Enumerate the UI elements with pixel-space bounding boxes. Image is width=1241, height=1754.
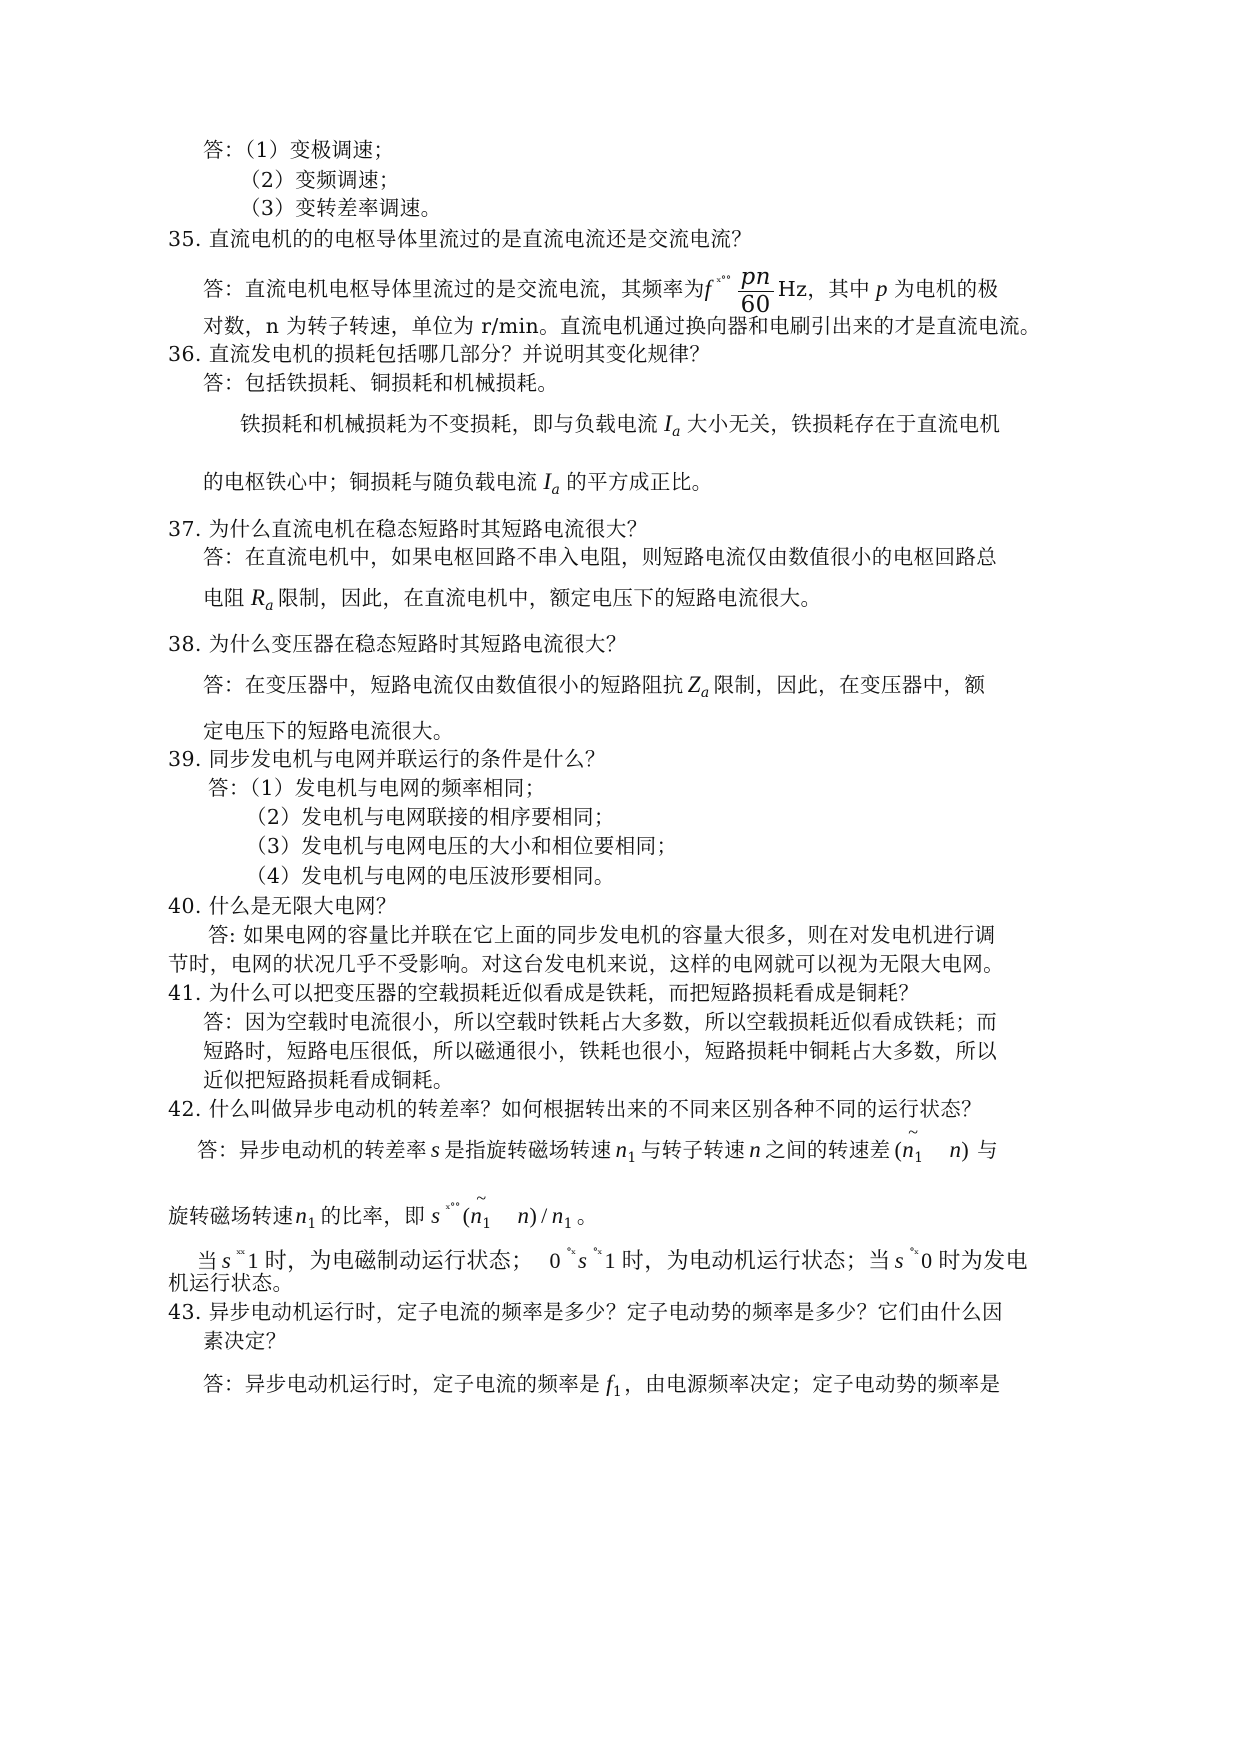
q36-answer-line-1: 答：包括铁损耗、铜损耗和机械损耗。 [203, 371, 559, 395]
q42-answer-text-9: 当 [197, 1249, 218, 1273]
q42-n-symbol-3: n [517, 1203, 530, 1228]
q42-answer-text: 答：异步电动机的转差率 [197, 1138, 427, 1162]
q42-less-glyph: ˚ˣ [565, 1247, 576, 1261]
q36-answer-text-2: 的电枢铁心中；铜损耗与随负载电流 [203, 470, 538, 494]
q36-answer-text-tail: 大小无关，铁损耗存在于直流电机 [686, 412, 1001, 436]
q36-current-subscript: a [672, 424, 681, 440]
q42-n1-subscript-5: 1 [563, 1216, 573, 1232]
q39-answer-1: 答：（1）发电机与电网的频率相同； [208, 776, 546, 800]
q42-n1-subscript-4: 1 [482, 1216, 492, 1232]
q42-answer-line-4: 机运行状态。 [168, 1271, 294, 1295]
q35-equals-glyph: ˣ˚˚ [716, 275, 731, 289]
q42-paren-close-2: ) [529, 1203, 538, 1228]
q42-n1-symbol-4: n ~ [470, 1202, 482, 1230]
q36-current-symbol-2: I [543, 469, 552, 494]
q42-answer-line-2 [168, 1195, 598, 1238]
q42-answer-text-2: 是指旋转磁场转速 [444, 1138, 612, 1162]
q42-paren-open-2: ( [462, 1203, 471, 1228]
q35-f-symbol: f [704, 276, 712, 301]
q35-question: 35. 直流电机的的电枢导体里流过的是直流电流还是交流电流？ [168, 227, 753, 251]
q36-current-symbol: I [664, 411, 673, 436]
q41-answer-line-3: 近似把短路损耗看成铜耗。 [203, 1068, 454, 1092]
q42-answer-text-12: 0 时为发电 [921, 1248, 1028, 1273]
q42-s-symbol-4: s [578, 1248, 588, 1273]
q35-answer-line-1 [203, 252, 998, 319]
q34-answer-1: 答：（1）变极调速； [203, 138, 395, 162]
q37-answer-line-2 [203, 584, 821, 620]
q36-answer-text-tail-2: 的平方成正比。 [566, 470, 713, 494]
q41-question: 41. 为什么可以把变压器的空载损耗近似看成是铁耗，而把短路损耗看成是铜耗？ [168, 981, 920, 1005]
q42-n-symbol: n [749, 1137, 762, 1162]
q42-answer-text-11: 1 时，为电动机运行状态；当 [604, 1248, 891, 1273]
q39-answer-2: （2）发电机与电网联接的相序要相同； [246, 805, 615, 829]
q42-answer-text-8: 。 [576, 1204, 598, 1228]
q40-answer-line-2: 节时，电网的状况几乎不受影响。对这台发电机来说，这样的电网就可以视为无限大电网。 [168, 952, 1004, 976]
q42-n1-symbol-2: n ~ [902, 1136, 914, 1164]
q41-answer-line-1: 答：因为空载时电流很小，所以空载时铁耗占大多数，所以空载损耗近似看成铁耗；而 [203, 1010, 998, 1034]
q37-answer-text-tail: 限制，因此，在直流电机中，额定电压下的短路电流很大。 [278, 586, 822, 610]
q42-s-symbol: s [430, 1137, 441, 1162]
q42-n-symbol-2: n [949, 1137, 962, 1162]
q42-question: 42. 什么叫做异步电动机的转差率？如何根据转出来的不同来区别各种不同的运行状态？ [168, 1097, 983, 1121]
q42-n1-symbol: n [615, 1137, 628, 1162]
q42-answer-text-5: 与 [977, 1138, 998, 1162]
q42-answer-text-6: 旋转磁场转速 [168, 1204, 294, 1228]
q42-s-symbol-2: s [431, 1203, 441, 1228]
q38-question: 38. 为什么变压器在稳态短路时其短路电流很大？ [168, 632, 627, 656]
q36-answer-text: 铁损耗和机械损耗为不变损耗，即与负载电流 [240, 412, 658, 436]
q36-answer-line-2 [240, 410, 1000, 446]
q42-answer-line-3 [197, 1240, 1028, 1275]
q35-p-symbol: p [876, 276, 888, 301]
q38-answer-text: 答：在变压器中，短路电流仅由数值很小的短路阻抗 [203, 673, 684, 697]
q39-answer-4: （4）发电机与电网的电压波形要相同。 [246, 864, 615, 888]
q42-zero: 0 [549, 1248, 561, 1273]
q37-resistance-subscript: a [265, 598, 275, 614]
q42-answer-text-10: 1 时，为电磁制动运行状态； [247, 1248, 534, 1273]
q35-hz-text: Hz，其中 [777, 277, 871, 301]
q42-answer-line-1 [197, 1136, 998, 1172]
q43-f-symbol: f [606, 1371, 613, 1396]
q39-answer-3: （3）发电机与电网电压的大小和相位要相同； [246, 834, 678, 858]
q42-equals-glyph: ˣ˚˚ [445, 1202, 460, 1216]
q38-answer-line-1 [203, 671, 985, 707]
q39-question: 39. 同步发电机与电网并联运行的条件是什么？ [168, 747, 606, 771]
q42-n1-subscript-3: 1 [307, 1216, 317, 1232]
q43-question-cont: 素决定？ [203, 1329, 287, 1353]
q37-answer-text: 电阻 [203, 586, 245, 610]
q36-question: 36. 直流发电机的损耗包括哪几部分？并说明其变化规律？ [168, 342, 711, 366]
q35-answer-line-2: 对数，n 为转子转速，单位为 r/min。直流电机通过换向器和电刷引出来的才是直流电流。 [203, 314, 1041, 338]
q42-answer-text-7: 的比率，即 [320, 1204, 426, 1228]
q38-answer-text-tail: 限制，因此，在变压器中，额 [713, 673, 986, 697]
q43-answer-line-1 [203, 1370, 1000, 1406]
q38-impedance-symbol: Z [687, 672, 701, 697]
q43-f-subscript: 1 [612, 1384, 623, 1400]
q36-answer-line-3 [203, 468, 713, 504]
q42-greater-glyph: ˣˣ [236, 1247, 245, 1261]
q42-s-symbol-5: s [894, 1248, 904, 1273]
q42-n1-subscript-2: 1 [914, 1150, 924, 1166]
q42-n1-symbol-5: n [551, 1203, 564, 1228]
q42-n1-symbol-3: n [295, 1203, 308, 1228]
q42-slash: / [541, 1203, 548, 1228]
q42-n1-subscript: 1 [627, 1150, 637, 1166]
q42-less-glyph-2: ˚ˣ [592, 1247, 602, 1261]
q35-answer-tail: 为电机的极 [893, 277, 999, 301]
q42-answer-text-3: 与转子转速 [640, 1138, 746, 1162]
q43-answer-text: 答：异步电动机运行时，定子电流的频率是 [203, 1372, 601, 1396]
q43-question: 43. 异步电动机运行时，定子电流的频率是多少？定子电动势的频率是多少？它们由什么因 [168, 1300, 1003, 1324]
q41-answer-line-2: 短路时，短路电压很低，所以磁通很小，铁耗也很小，短路损耗中铜耗占大多数，所以 [203, 1039, 998, 1063]
q35-fraction-denominator: 60 [740, 291, 771, 318]
q34-answer-3: （3）变转差率调速。 [240, 196, 442, 220]
q42-paren-open: ( [894, 1137, 903, 1162]
q37-question: 37. 为什么直流电机在稳态短路时其短路电流很大？ [168, 517, 648, 541]
q38-answer-line-2: 定电压下的短路电流很大。 [203, 719, 454, 743]
q35-fraction-numerator: pn [738, 264, 774, 292]
q42-less-glyph-3: ˚ˣ [908, 1247, 919, 1261]
q38-impedance-subscript: a [700, 685, 710, 701]
q35-answer-text: 答：直流电机电枢导体里流过的是交流电流，其频率为 [203, 277, 705, 301]
q42-paren-close: ) [961, 1137, 970, 1162]
q35-fraction [738, 264, 774, 318]
q42-answer-text-4: 之间的转速差 [765, 1138, 891, 1162]
q36-current-subscript-2: a [551, 482, 561, 498]
q42-s-symbol-3: s [221, 1248, 232, 1273]
q37-answer-line-1: 答：在直流电机中，如果电枢回路不串入电阻，则短路电流仅由数值很小的电枢回路总 [203, 545, 998, 569]
q40-question: 40. 什么是无限大电网？ [168, 894, 397, 918]
q37-resistance-symbol: R [250, 585, 266, 610]
q43-answer-text-tail: ，由电源频率决定；定子电动势的频率是 [624, 1372, 1001, 1396]
q40-answer-line-1: 答: 如果电网的容量比并联在它上面的同步发电机的容量大很多，则在对发电机进行调 [208, 923, 996, 947]
q34-answer-2: （2）变频调速； [240, 168, 400, 192]
